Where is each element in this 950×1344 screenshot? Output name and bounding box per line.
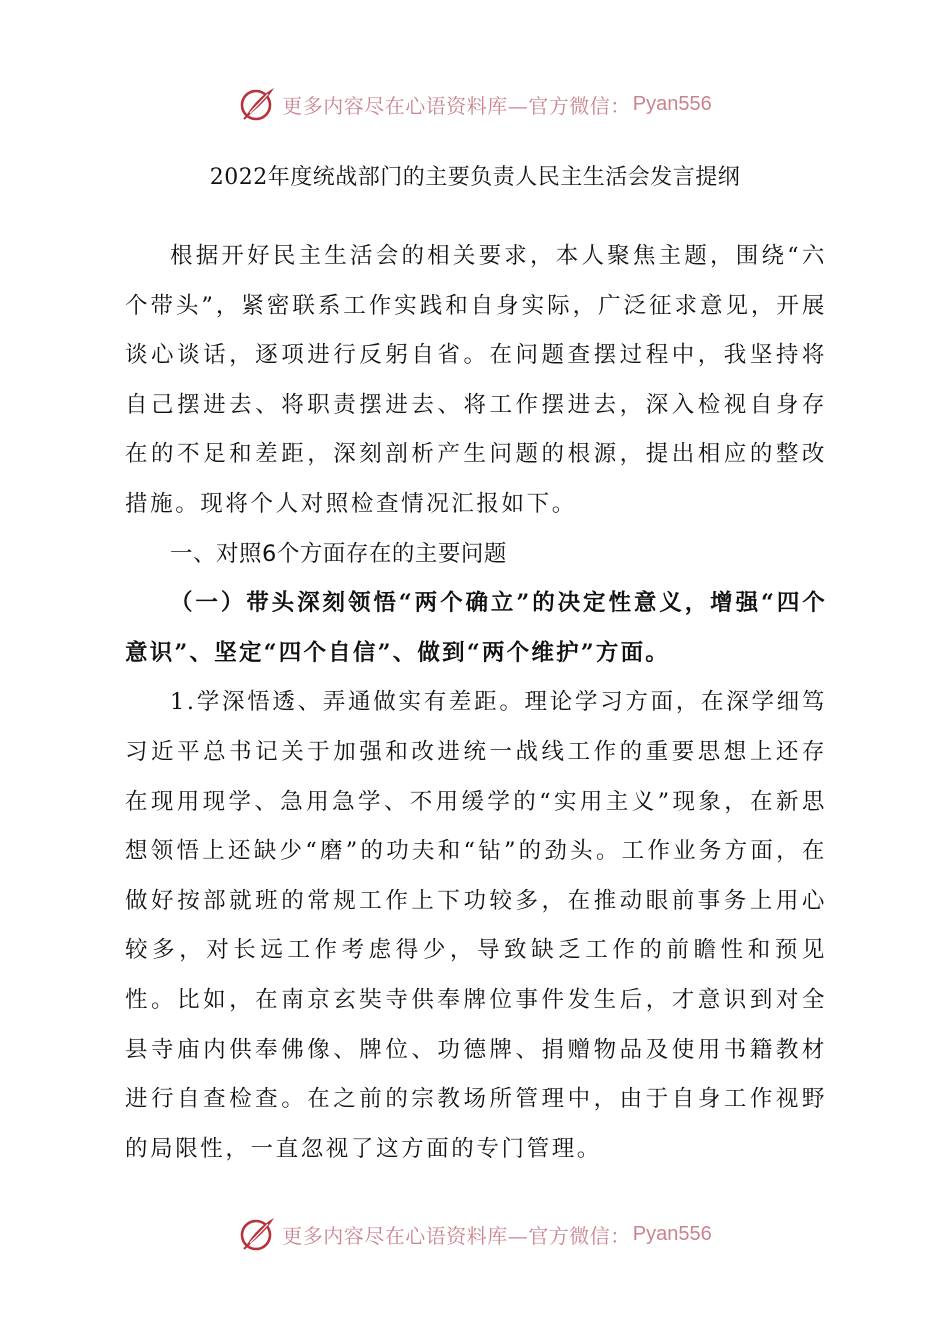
- document-body: [125, 232, 827, 1174]
- item-paragraph: 1.学深悟透、弄通做实有差距。理论学习方面，在深学细笃习近平总书记关于加强和改进统一战线工作的重要思想上还存在现用现学、急用急学、不用缓学的“实用主义”现象，在新思想领悟上还缺少“磨”的功夫和“钻”的劲头。工作业务方面，在做好按部就班的常规工作上下功较多，在推动眼前事务上用心较多，对长远工作考虑得少，导致缺乏工作的前瞻性和预见性。比如，在南京玄奘寺供奉牌位事件发生后，才意识到对全县寺庙内供奉佛像、牌位、功德牌、捐赠物品及使用书籍教材进行自查检查。在之前的宗教场所管理中，由于自身工作视野的局限性，一直忽视了这方面的专门管理。: [125, 689, 827, 1162]
- feather-logo-icon: [238, 84, 278, 124]
- subsection-heading: （一）带头深刻领悟“两个确立”的决定性意义，增强“四个意识”、坚定“四个自信”、做到“两个维护”方面。: [125, 590, 827, 666]
- watermark-footer: [0, 1212, 950, 1256]
- watermark-header: [0, 82, 950, 126]
- intro-paragraph: 根据开好民主生活会的相关要求，本人聚焦主题，围绕“六个带头”，紧密联系工作实践和自身实际，广泛征求意见，开展谈心谈话，逐项进行反躬自省。在问题查摆过程中，我坚持将自己摆进去、将职责摆进去、将工作摆进去，深入检视自身存在的不足和差距，深刻剖析产生问题的根源，提出相应的整改措施。现将个人对照检查情况汇报如下。: [125, 243, 827, 517]
- watermark-wechat-id: Pyan556: [632, 1222, 712, 1245]
- watermark-wechat-id: Pyan556: [632, 92, 712, 115]
- watermark-text: 更多内容尽在心语资料库—官方微信：: [282, 93, 631, 118]
- document-title: 2022年度统战部门的主要负责人民主生活会发言提纲: [209, 165, 741, 190]
- watermark-text: 更多内容尽在心语资料库—官方微信：: [282, 1223, 631, 1248]
- feather-logo-icon: [238, 1214, 278, 1254]
- section-heading: 一、对照6个方面存在的主要问题: [170, 540, 507, 567]
